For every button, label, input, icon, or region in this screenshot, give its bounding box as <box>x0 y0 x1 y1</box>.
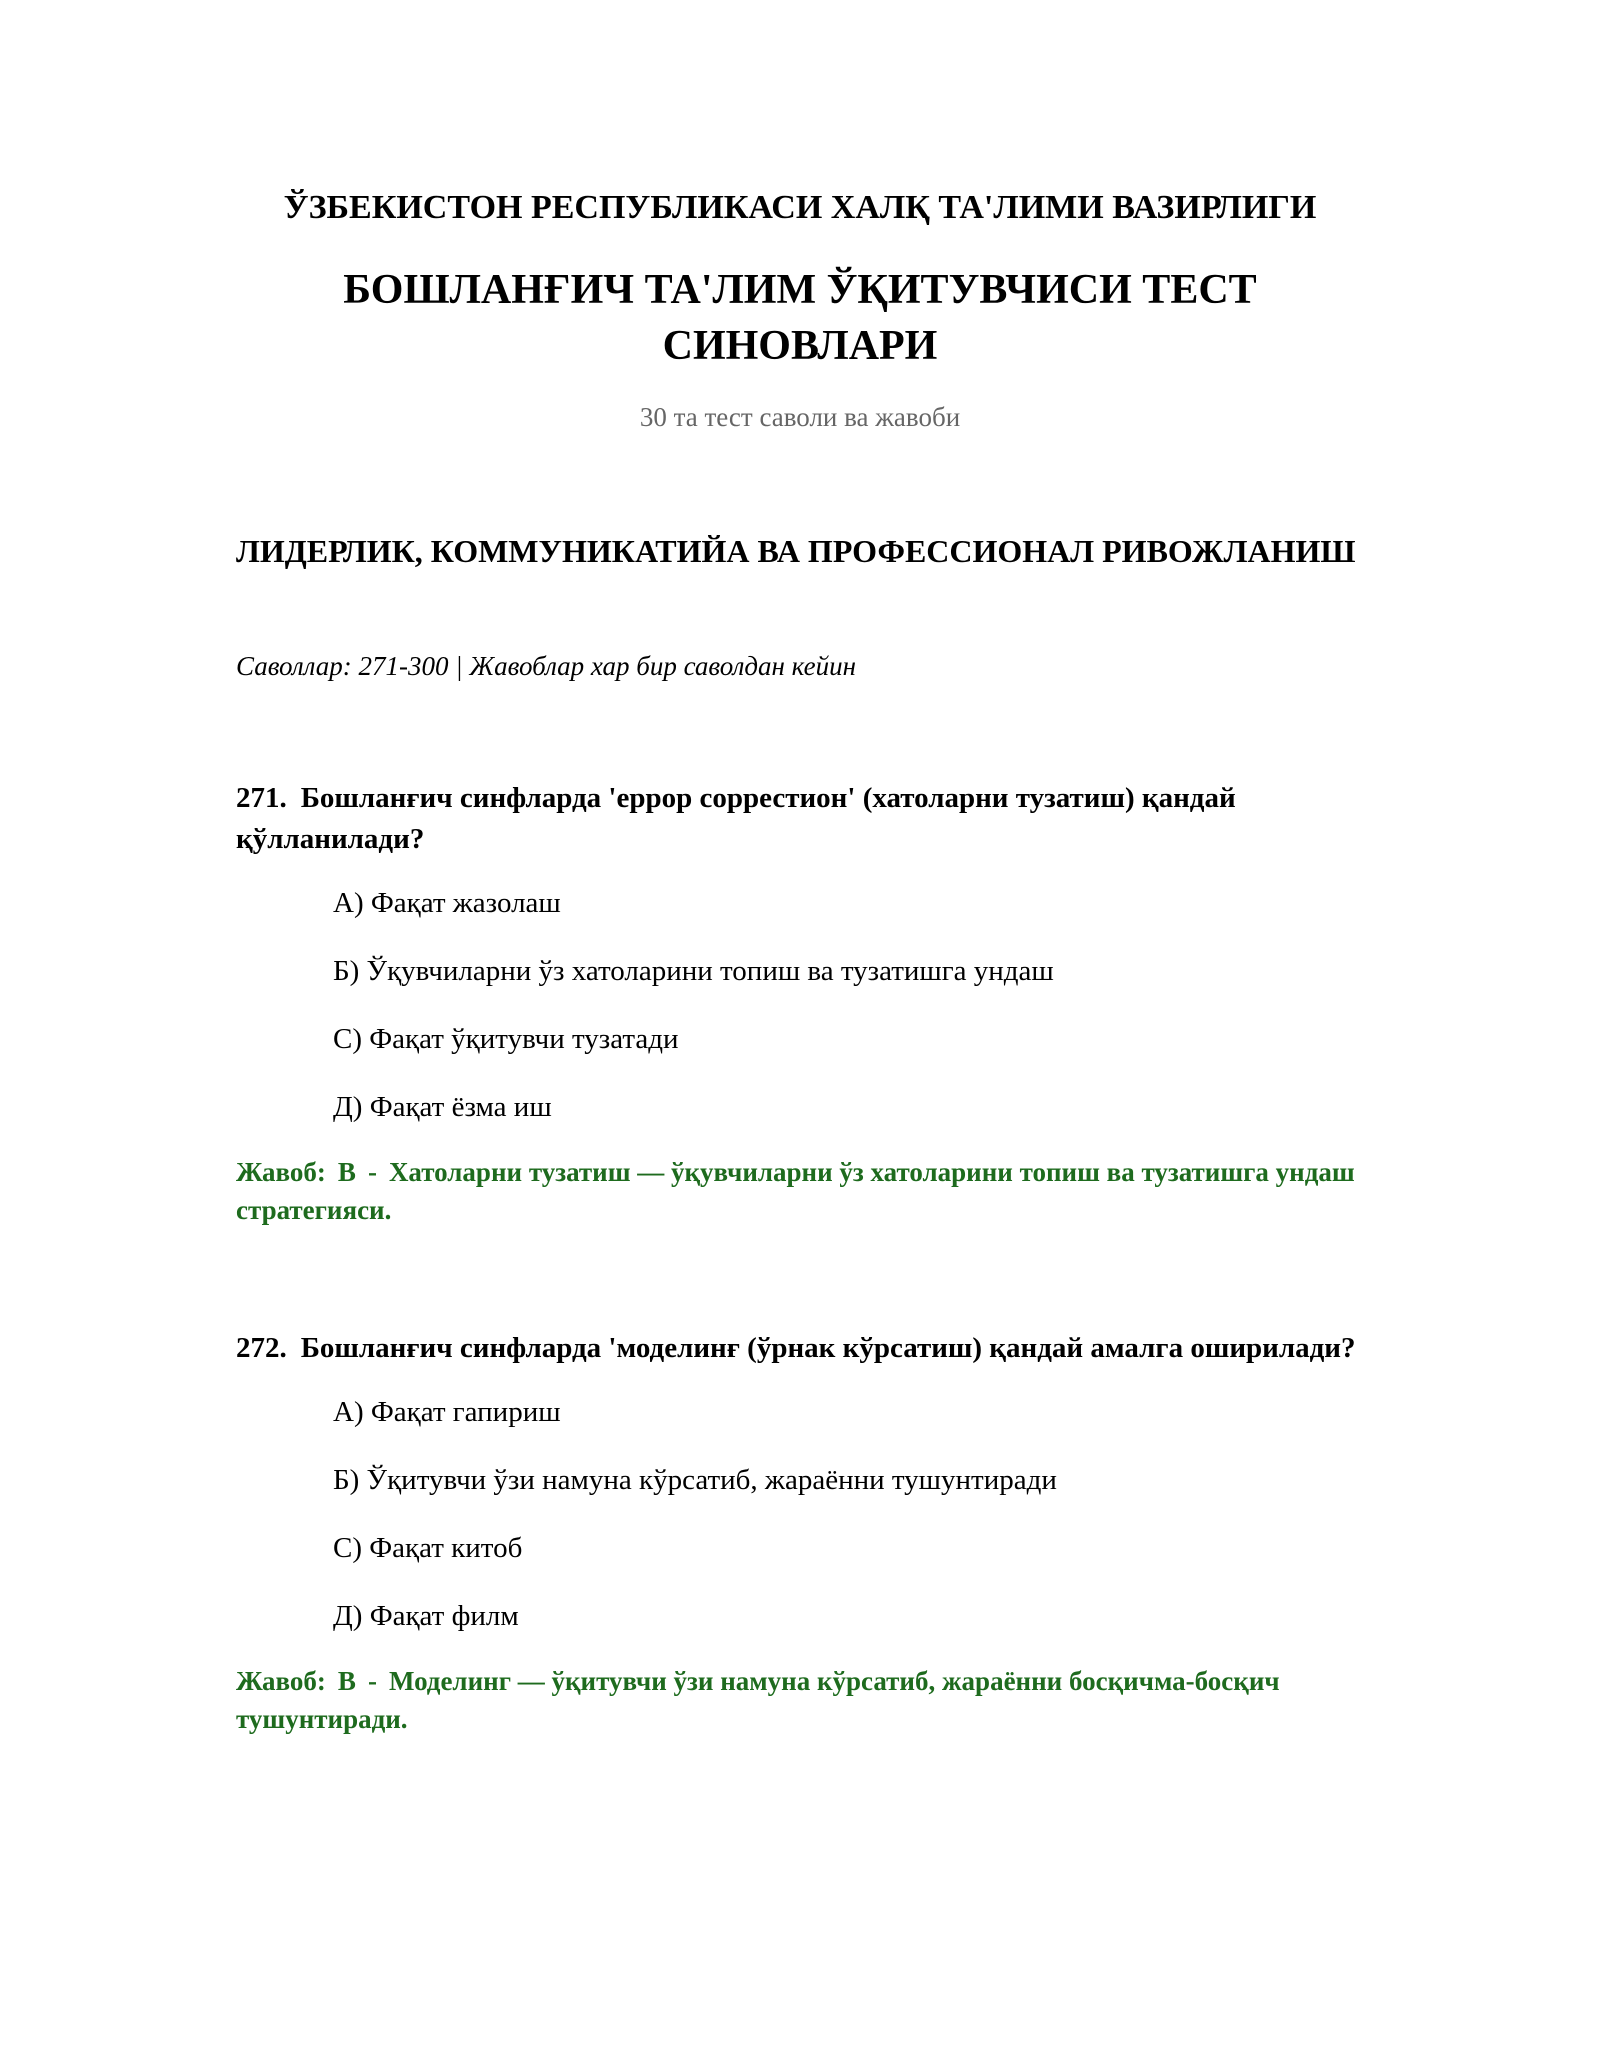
answer-key: В <box>337 1666 356 1696</box>
option-a: А) Фақат жазолаш <box>333 887 561 919</box>
answer-line <box>236 1153 1366 1229</box>
option-d: Д) Фақат филм <box>333 1600 519 1632</box>
question-body: Бошланғич синфларда 'еррор соррестион' (хатоларни тузатиш) қандай қўлланилади? <box>236 782 1236 855</box>
ministry-heading: ЎЗБЕКИСТОН РЕСПУБЛИКАСИ ХАЛҚ ТА'ЛИМИ ВАЗИРЛИГИ <box>283 189 1317 226</box>
answer-explanation: Хатоларни тузатиш — ўқувчиларни ўз хатоларини топиш ва тузатишга ундаш стратегияси. <box>236 1157 1355 1225</box>
option-d: Д) Фақат ёзма иш <box>333 1091 552 1123</box>
option-b: Б) Ўқувчиларни ўз хатоларини топиш ва тузатишга ундаш <box>333 955 1054 987</box>
answer-explanation: Моделинг — ўқитувчи ўзи намуна кўрсатиб, жараённи босқичма-босқич тушунтиради. <box>236 1666 1280 1734</box>
answer-line <box>236 1662 1366 1738</box>
question-body: Бошланғич синфларда 'моделинғ (ўрнак кўрсатиш) қандай амалга оширилади? <box>300 1332 1356 1364</box>
question-number: 272. <box>236 1332 287 1364</box>
answer-key: В <box>337 1157 356 1187</box>
option-c: С) Фақат ўқитувчи тузатади <box>333 1023 679 1055</box>
answer-options <box>236 1394 1366 1634</box>
option-c: С) Фақат китоб <box>333 1532 523 1564</box>
section-heading: ЛИДЕРЛИК, КОММУНИКАТИЙА ВА ПРОФЕССИОНАЛ РИВОЖЛАНИШ <box>236 533 1356 569</box>
option-a: А) Фақат гапириш <box>333 1396 561 1428</box>
question-text <box>236 1328 1366 1369</box>
document-subtitle: 30 та тест саволи ва жавоби <box>639 402 961 432</box>
question-text <box>236 778 1366 860</box>
question-block <box>236 778 1366 1229</box>
answer-label: Жавоб: <box>236 1666 326 1696</box>
answer-options <box>236 885 1366 1125</box>
question-block <box>236 1328 1366 1738</box>
option-b: Б) Ўқитувчи ўзи намуна кўрсатиб, жараённи тушунтиради <box>333 1464 1057 1496</box>
answer-label: Жавоб: <box>236 1157 326 1187</box>
document-title: БОШЛАНҒИЧ ТА'ЛИМ ЎҚИТУВЧИСИ ТЕСТ СИНОВЛАРИ <box>343 267 1257 369</box>
answer-separator: - <box>367 1157 377 1187</box>
section-note: Саволлар: 271-300 | Жавоблар хар бир саволдан кейин <box>236 651 857 681</box>
question-number: 271. <box>236 782 287 814</box>
answer-separator: - <box>367 1666 377 1696</box>
